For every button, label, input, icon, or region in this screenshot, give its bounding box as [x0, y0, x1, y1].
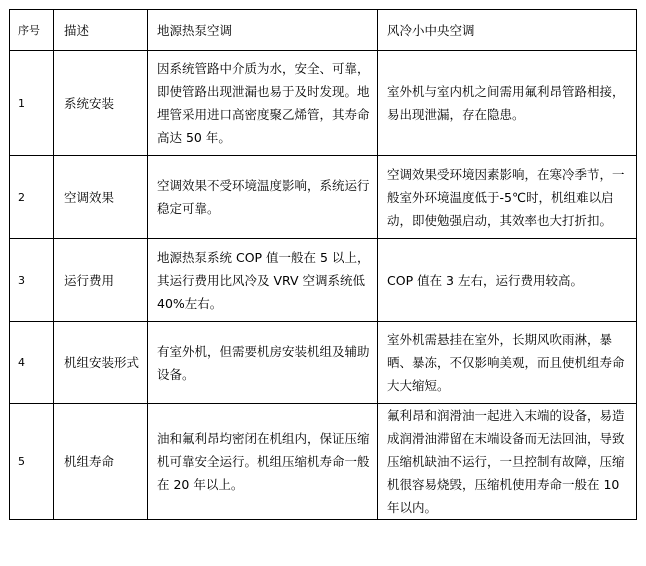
header-air: 风冷小中央空调	[378, 10, 637, 51]
row-no: 1	[10, 51, 54, 156]
table-row	[10, 51, 637, 156]
table-row	[10, 322, 637, 404]
row-air: COP 值在 3 左右，运行费用较高。	[378, 239, 637, 322]
row-no: 3	[10, 239, 54, 322]
row-air: 室外机需悬挂在室外，长期风吹雨淋，暴晒、暴冻，不仅影响美观，而且使机组寿命大大缩短。	[378, 322, 637, 404]
header-geo: 地源热泵空调	[148, 10, 378, 51]
row-no: 2	[10, 156, 54, 239]
row-desc: 机组安装形式	[54, 322, 148, 404]
row-desc: 系统安装	[54, 51, 148, 156]
row-geo: 因系统管路中介质为水，安全、可靠，即使管路出现泄漏也易于及时发现。地埋管采用进口高密度聚乙烯管，其寿命高达 50 年。	[148, 51, 378, 156]
row-air: 氟利昂和润滑油一起进入末端的设备，易造成润滑油滞留在末端设备而无法回油，导致压缩机缺油不运行，一旦控制有故障，压缩机很容易烧毁，压缩机使用寿命一般在 10 年以内。	[378, 404, 637, 520]
row-no: 4	[10, 322, 54, 404]
table-row	[10, 404, 637, 520]
table-header-row	[10, 10, 637, 51]
row-air: 室外机与室内机之间需用氟利昂管路相接，易出现泄漏，存在隐患。	[378, 51, 637, 156]
row-geo: 有室外机，但需要机房安装机组及辅助设备。	[148, 322, 378, 404]
row-geo: 空调效果不受环境温度影响，系统运行稳定可靠。	[148, 156, 378, 239]
row-no: 5	[10, 404, 54, 520]
row-geo: 油和氟利昂均密闭在机组内，保证压缩机可靠安全运行。机组压缩机寿命一般在 20 年以上。	[148, 404, 378, 520]
row-geo: 地源热泵系统 COP 值一般在 5 以上，其运行费用比风冷及 VRV 空调系统低 40%左右。	[148, 239, 378, 322]
row-desc: 机组寿命	[54, 404, 148, 520]
row-desc: 运行费用	[54, 239, 148, 322]
row-air: 空调效果受环境因素影响，在寒冷季节，一般室外环境温度低于-5℃时，机组难以启动，即使勉强启动，其效率也大打折扣。	[378, 156, 637, 239]
comparison-table	[9, 9, 637, 520]
table-row	[10, 239, 637, 322]
table-row	[10, 156, 637, 239]
header-no: 序号	[10, 10, 54, 51]
header-desc: 描述	[54, 10, 148, 51]
row-desc: 空调效果	[54, 156, 148, 239]
